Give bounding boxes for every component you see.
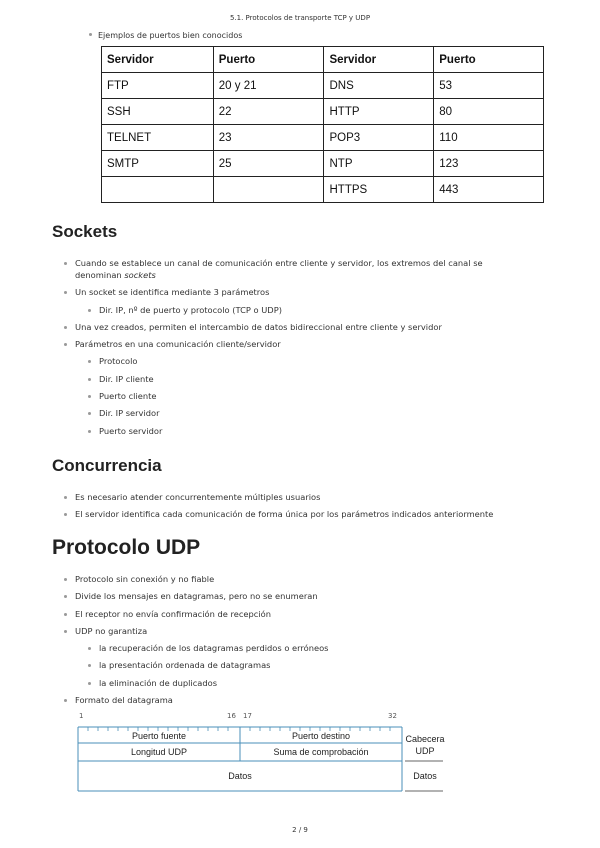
- emphasis-text: sockets: [124, 270, 156, 281]
- list-item: Protocolo sin conexión y no fiable: [64, 571, 328, 588]
- table-cell: SMTP: [102, 151, 214, 177]
- section-title-sockets: Sockets: [52, 222, 118, 241]
- concurrencia-list: [64, 489, 493, 524]
- section-title-udp: [52, 536, 200, 560]
- list-item: Un socket se identifica mediante 3 parámetros: [64, 284, 483, 301]
- table-cell: 23: [213, 125, 324, 151]
- table-cell: NTP: [324, 151, 434, 177]
- table-cell: [213, 177, 324, 203]
- header-side-label-line2: UDP: [415, 746, 435, 756]
- table-cell: 110: [434, 125, 544, 151]
- list-item: El servidor identifica cada comunicación de forma única por los parámetros indicados anteriormente: [64, 506, 493, 523]
- table-cell: 22: [213, 99, 324, 125]
- header-cell: Puerto: [213, 47, 324, 73]
- udp-list: [64, 571, 328, 709]
- sub-list-item: Puerto servidor: [64, 423, 483, 440]
- list-item: Formato del datagrama: [64, 692, 328, 709]
- table-row: [102, 151, 544, 177]
- list-item: Una vez creados, permiten el intercambio de datos bidireccional entre cliente y servidor: [64, 319, 483, 336]
- table-cell: HTTPS: [324, 177, 434, 203]
- table-cell: FTP: [102, 73, 214, 99]
- checksum-field: Suma de comprobación: [273, 747, 369, 757]
- table-cell: 443: [434, 177, 544, 203]
- section-title-concurrencia: Concurrencia: [52, 456, 162, 475]
- sub-list-item: Dir. IP, nº de puerto y protocolo (TCP o UDP): [64, 302, 483, 319]
- list-item: Parámetros en una comunicación cliente/servidor: [64, 336, 483, 353]
- table-header-row: [102, 47, 544, 73]
- list-item: UDP no garantiza: [64, 623, 328, 640]
- bit-label-17: 17: [243, 712, 252, 720]
- table-cell: 80: [434, 99, 544, 125]
- page-number: 2 / 9: [292, 826, 308, 834]
- table-row: [102, 177, 544, 203]
- sockets-list: [64, 255, 483, 440]
- header-cell: Puerto: [434, 47, 544, 73]
- section-title-udp-text: Protocolo UDP: [52, 536, 201, 559]
- table-row: [102, 99, 544, 125]
- table-row: [102, 73, 544, 99]
- table-cell: TELNET: [102, 125, 214, 151]
- header-side-label: [404, 733, 446, 757]
- table-cell: HTTP: [324, 99, 434, 125]
- header-cell: Servidor: [324, 47, 434, 73]
- bit-label-16: 16: [227, 712, 236, 720]
- source-port-field: Puerto fuente: [131, 731, 187, 741]
- header-cell: Servidor: [102, 47, 214, 73]
- sub-list-item: la eliminación de duplicados: [64, 675, 328, 692]
- ports-caption: Ejemplos de puertos bien conocidos: [98, 31, 243, 40]
- table-cell: 20 y 21: [213, 73, 324, 99]
- table-cell: SSH: [102, 99, 214, 125]
- bit-label-end: 32: [388, 712, 397, 720]
- data-field: Datos: [228, 771, 252, 781]
- ports-table: [101, 46, 544, 203]
- table-cell: 53: [434, 73, 544, 99]
- list-item-continuation: [64, 269, 483, 284]
- bit-label-start: 1: [79, 712, 84, 720]
- table-cell: POP3: [324, 125, 434, 151]
- length-field: Longitud UDP: [130, 747, 188, 757]
- sub-list-item: Protocolo: [64, 353, 483, 370]
- table-cell: DNS: [324, 73, 434, 99]
- header-side-label-line1: Cabecera: [405, 734, 445, 744]
- table-row: [102, 125, 544, 151]
- page-header: 5.1. Protocolos de transporte TCP y UDP: [229, 14, 371, 22]
- list-item: Divide los mensajes en datagramas, pero no se enumeran: [64, 588, 328, 605]
- table-cell: [102, 177, 214, 203]
- sub-list-item: Puerto cliente: [64, 388, 483, 405]
- data-side-label: Datos: [413, 771, 437, 781]
- dest-port-field: Puerto destino: [291, 731, 351, 741]
- sub-list-item: la recuperación de los datagramas perdidos o erróneos: [64, 640, 328, 657]
- sub-list-item: Dir. IP cliente: [64, 371, 483, 388]
- sub-list-item: la presentación ordenada de datagramas: [64, 657, 328, 674]
- list-item-text: Cuando se establece un canal de comunicación entre cliente y servidor, los extremos del canal se: [75, 258, 483, 268]
- ports-caption-item: [89, 30, 242, 42]
- bullet: [89, 33, 92, 36]
- list-item: Es necesario atender concurrentemente múltiples usuarios: [64, 489, 493, 506]
- list-item: El receptor no envía confirmación de recepción: [64, 606, 328, 623]
- list-item-text: denominan: [75, 270, 125, 281]
- table-cell: 25: [213, 151, 324, 177]
- sub-list-item: Dir. IP servidor: [64, 405, 483, 422]
- table-cell: 123: [434, 151, 544, 177]
